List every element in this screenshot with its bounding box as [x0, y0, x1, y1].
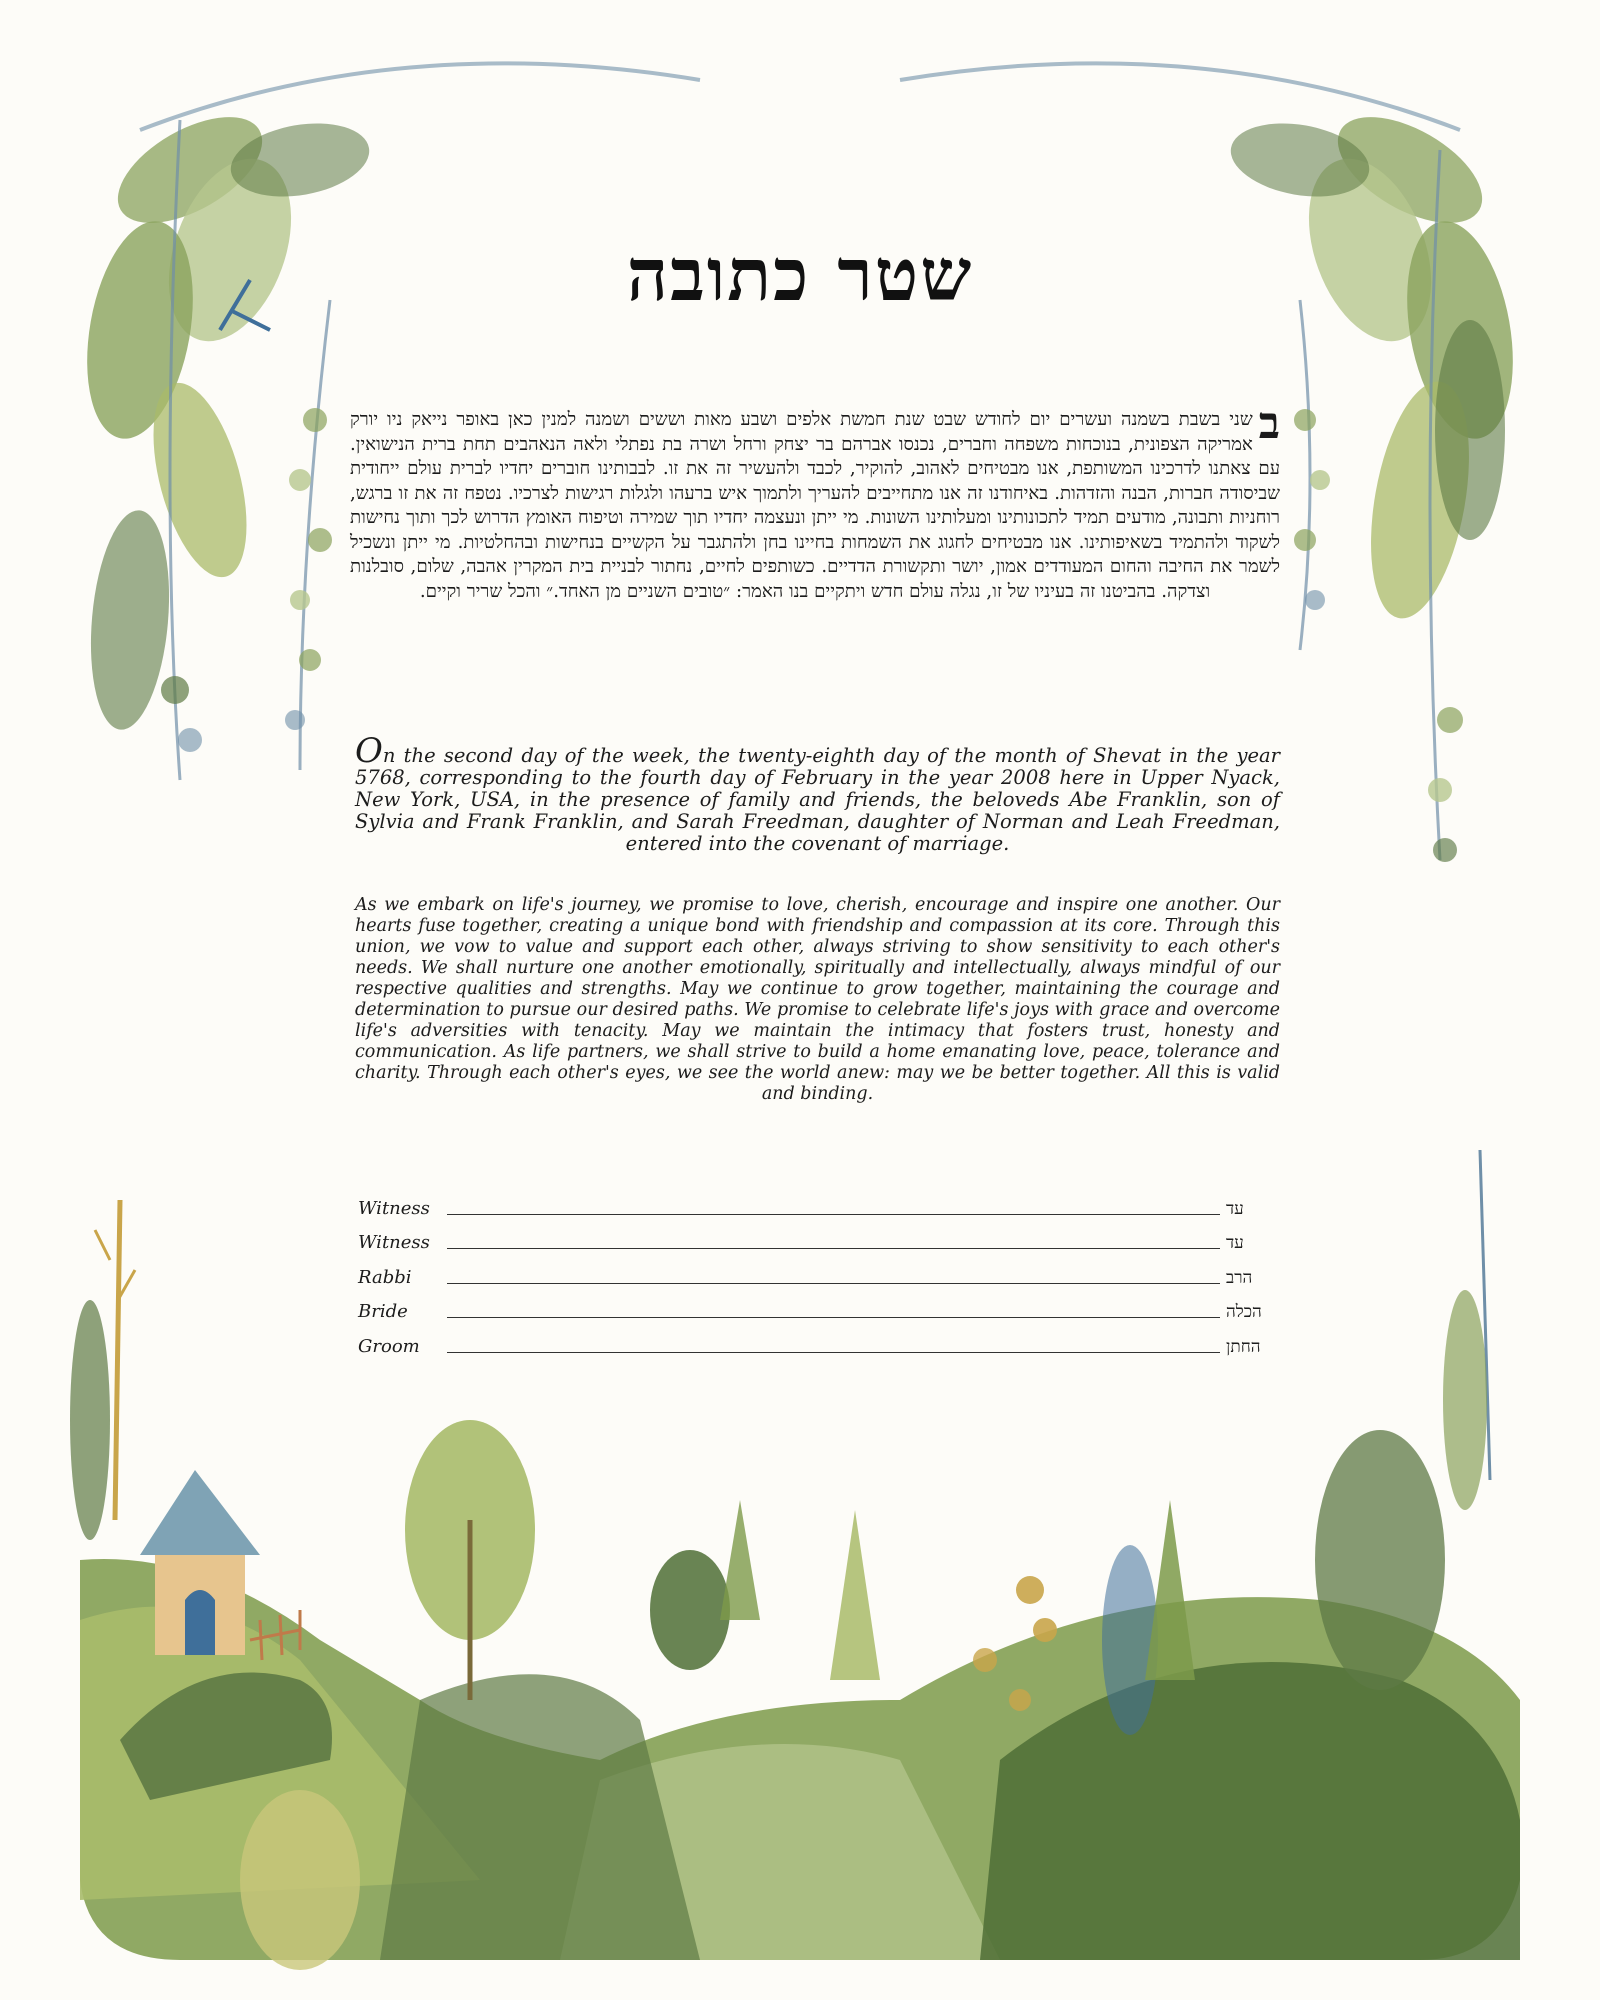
signature-label-en: Bride [358, 1301, 408, 1322]
top-left-foliage [72, 95, 375, 780]
signature-line [447, 1282, 1220, 1284]
signature-line [447, 1351, 1220, 1353]
signature-block [358, 1185, 1278, 1358]
signature-row-groom [358, 1323, 1278, 1358]
signature-label-he: הכלה [1226, 1302, 1262, 1322]
signature-label-en: Rabbi [358, 1266, 412, 1288]
hebrew-drop-cap: ב [1258, 398, 1280, 449]
signature-label-en: Witness [358, 1197, 430, 1219]
signature-row-rabbi [358, 1254, 1278, 1289]
english-text-block [355, 731, 1280, 855]
signature-label-he: עד [1226, 1198, 1244, 1219]
hebrew-text-block [350, 398, 1280, 604]
signature-label-en: Groom [358, 1335, 420, 1357]
signature-label-he: עד [1226, 1233, 1244, 1253]
signature-line [447, 1213, 1220, 1215]
signature-line [447, 1316, 1220, 1318]
document-title: שטר כתובה [626, 232, 974, 317]
english-body: n the second day of the week, the twenty-eighth day of the month of Shevat in the year 5768, corresponding to the fourth day of February in the year 2008 here in Upper Nyack, New York, USA, in the presence of family and friends, the beloveds Abe Franklin, son of Sylvia and Frank Franklin, and Sarah Freedman, daughter of Norman and Leah Freedman, entered into the covenant of marriage. [355, 744, 1280, 855]
vows-text: As we embark on life's journey, we promise to love, cherish, encourage and inspire one another. Our hearts fuse together, creating a unique bond with friendship and compassion at its core. Through this union, we vow to value and support each other, always striving to show sensitivity to each other's needs. We shall nurture one another emotionally, spiritually and intellectually, always mindful of our respective qualities and strengths. May we continue to grow together, maintaining the courage and determination to pursue our desired paths. We promise to celebrate life's joys with grace and overcome life's adversities with tenacity. May we maintain the intimacy that fosters trust, honesty and communication. As life partners, we shall strive to build a home emanating love, peace, tolerance and charity. Through each other's eyes, we see the world anew: may we be better together. All this is valid and binding. [355, 895, 1280, 1104]
hebrew-body: שני בשבת בשמנה ועשרים יום לחודש שבט שנת חמשת אלפים ושבע מאות וששים ושמנה למנין כאן באופר נייאק ניו יורק אמריקה הצפונית, בנוכחות משפחה וחברים, נכנסו אברהם בר יצחק ורחל ושרה בת נפתלי ולאה הנאהבים תחת ברית הנישואין. עם צאתנו לדרכינו המשותפת, אנו מבטיחים לאהוב, להוקיר, לכבד ולהעשיר זה את זו. לבבותינו חוברים יחדיו לברית עולם ייחודית שביסודה חברות, הבנה והזדהות. באיחודנו זה אנו מתחייבים להעריך ולתמוך איש ברעהו ולגלות רגישות לצרכיו. נטפח זה את זו ברגש, רוחניות ותבונה, מודעים תמיד לתכונותינו ומעלותינו השונות. מי ייתן ונעצמה יחדיו תוך שמירה וטיפוח האומץ הדרוש לכך ותוך נחישות לשקוד ולהתמיד בשאיפותינו. אנו מבטיחים לחגוג את השמחות בחיינו בחן ולהתגבר על הקשיים בנחישות ובהחלטיות. מי ייתן ונשכיל לשמר את החיבה והחום המעודדים אמון, יושר ותקשורת הדדיים. כשותפים לחיים, נחתור לבניית בית המקרין אהבה, שלום, סובלנות וצדקה. בהביטנו זה בעיניו של זו, נגלה עולם חדש ויתקיים בנו האמר: ״טובים השניים מן האחד.״ והכל שריר וקיים. [350, 409, 1280, 602]
left-tall-branch [115, 1200, 120, 1520]
signature-line [447, 1247, 1220, 1249]
signature-label-he: הרב [1226, 1267, 1253, 1288]
signature-label-en: Witness [358, 1232, 430, 1253]
signature-label-he: החתן [1226, 1336, 1261, 1357]
signature-row-witness-2 [358, 1220, 1278, 1255]
english-drop-cap: O [355, 731, 383, 771]
signature-row-witness-1 [358, 1185, 1278, 1220]
signature-row-bride [358, 1289, 1278, 1324]
